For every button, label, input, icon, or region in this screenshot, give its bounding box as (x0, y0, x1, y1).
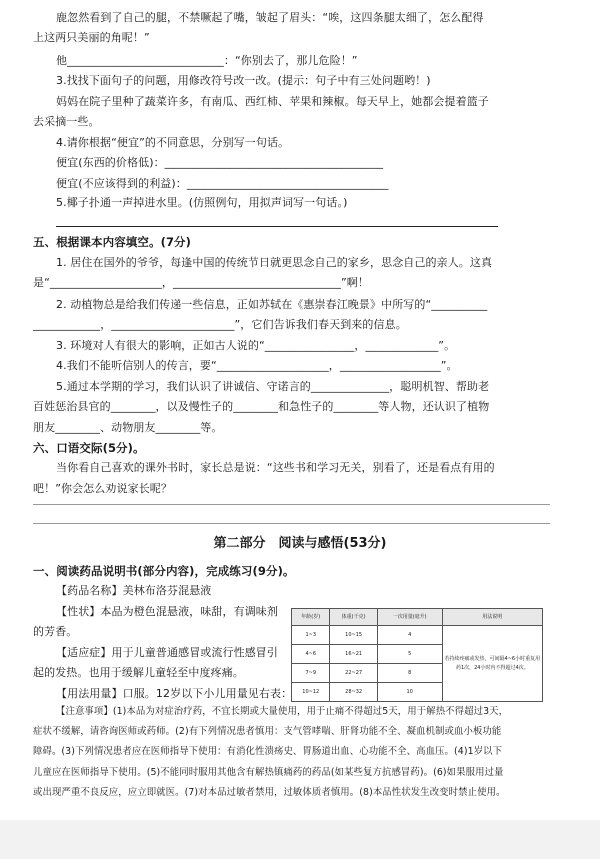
text-line: 【用法用量】口服。12岁以下小儿用量见右表： (56, 687, 293, 700)
table-cell: 22~27 (330, 664, 377, 683)
part-title: 第二部分 阅读与感悟(53分) (213, 536, 387, 551)
question-item: 3.找找下面句子的问题，用修改符号改一改。(提示：句子中有三处问题哟！) (56, 74, 431, 87)
answer-line: 便宜(不应该得到的利益)：____________________________________ (56, 177, 389, 190)
usage-note: 若持续疼痛或发热，可间隔4~6小时重复用药1次，24小时内不得超过4次。 (442, 626, 542, 702)
answer-line: ____________，______________________”，它们告诉我们春天到来的信息。 (33, 318, 407, 331)
table-header: 体重(千克) (330, 609, 377, 626)
answer-rule (33, 523, 550, 524)
text-line: 症状不缓解，请咨询医师或药师。(2)有下列情况患者慎用：支气管哮喘、肝肾功能不全、凝血机制或血小板功能 (33, 726, 502, 737)
table-header: 一次用量(毫升) (377, 609, 442, 626)
text-line: 【适应症】用于儿童普通感冒或流行性感冒引 (56, 646, 278, 659)
text-line: 百姓惩治县官的________，以及慢性子的________和急性子的________等人物，还认识了植物 (33, 400, 490, 413)
text-line: 障碍。(3)下列情况患者应在医师指导下使用：有消化性溃疡史、胃肠道出血、心功能不全、高血压。(4)1岁以下 (33, 746, 503, 757)
table-cell: 4 (377, 626, 442, 645)
text-line: 或出现严重不良反应，应立即就医。(7)对本品过敏者禁用，过敏体质者慎用。(8)本品性状发生改变时禁止使用。 (33, 787, 506, 798)
text-line: 【性状】本品为橙色混悬液，味甜，有调味剂 (56, 605, 278, 618)
page-footer-band (0, 820, 600, 859)
text-line: 5.通过本学期的学习，我们认识了讲诚信、守诺言的______________，聪明机智、帮助老 (56, 380, 490, 393)
text-line: 鹿忽然看到了自己的腿，不禁噘起了嘴，皱起了眉头：“唉，这四条腿太细了，怎么配得 (56, 11, 484, 24)
answer-line: 便宜(东西的价格低)：_______________________________________ (56, 156, 384, 169)
question-item: 4.请你根据“便宜”的不同意思，分别写一句话。 (56, 136, 290, 149)
question-item: 5.椰子扑通一声掉进水里。(仿照例句，用拟声词写一句话。) (56, 196, 348, 209)
dosage-table (291, 608, 543, 702)
text-line: 妈妈在院子里种了蔬菜许多，有南瓜、西红柿、苹果和辣椒。每天早上，她都会提着篮子 (56, 95, 489, 108)
table-cell: 5 (377, 645, 442, 664)
text-line: 3. 环境对人有很大的影响，正如古人说的“________________，_____________”。 (56, 339, 456, 352)
table-cell: 10~12 (292, 683, 330, 702)
answer-rule (33, 504, 550, 505)
text-line: 【药品名称】美林布洛芬混悬液 (56, 584, 212, 597)
text-line: 2. 动植物总是给我们传递一些信息，正如苏轼在《惠崇春江晚景》中所写的“__________ (56, 298, 488, 311)
text-line: 4.我们不能听信别人的传言，要“____________________，__________________”。 (56, 359, 458, 372)
table-cell: 10~15 (330, 626, 377, 645)
table-cell: 8 (377, 664, 442, 683)
text-line: 起的发热。也用于缓解儿童轻至中度疼痛。 (33, 666, 244, 679)
text-line: 【注意事项】(1)本品为对症治疗药，不宜长期或大量使用，用于止痛不得超过5天，用于解热不得超过3天， (56, 706, 509, 717)
text-line: 朋友________、动物朋友________等。 (33, 421, 223, 434)
answer-line: 他____________________________：“你别去了，那儿危险！” (56, 54, 358, 67)
table-cell: 28~32 (330, 683, 377, 702)
text-line: 1. 居住在国外的爷爷，每逢中国的传统节日就更思念自己的家乡，思念自己的亲人。这真 (56, 256, 493, 269)
table-cell: 4~6 (292, 645, 330, 664)
table-header: 年龄(岁) (292, 609, 330, 626)
table-header: 用法说明 (442, 609, 542, 626)
section-heading: 六、口语交际(5分)。 (33, 441, 145, 455)
text-line: 当你看自己喜欢的课外书时，家长总是说：“这些书和学习无关，别看了，还是看点有用的 (56, 461, 495, 474)
section-heading: 五、根据课本内容填空。(7分) (33, 235, 192, 249)
answer-line: 是“____________________，______________________________”啊！ (33, 276, 369, 289)
text-line: 的芳香。 (33, 625, 78, 638)
section-heading: 一、阅读药品说明书(部分内容)，完成练习(9分)。 (33, 564, 295, 578)
table-cell: 1~3 (292, 626, 330, 645)
table-cell: 10 (377, 683, 442, 702)
text-line: 去采摘一些。 (33, 115, 100, 128)
answer-rule (56, 226, 498, 227)
text-line: 儿童应在医师指导下使用。(5)不能同时服用其他含有解热镇痛药的药品(如某些复方抗感冒药)。(6)如果服用过量 (33, 767, 504, 778)
table-cell: 16~21 (330, 645, 377, 664)
text-line: 上这两只美丽的角呢！” (33, 31, 150, 44)
table-cell: 7~9 (292, 664, 330, 683)
text-line: 吧！”你会怎么劝说家长呢？ (33, 482, 172, 495)
